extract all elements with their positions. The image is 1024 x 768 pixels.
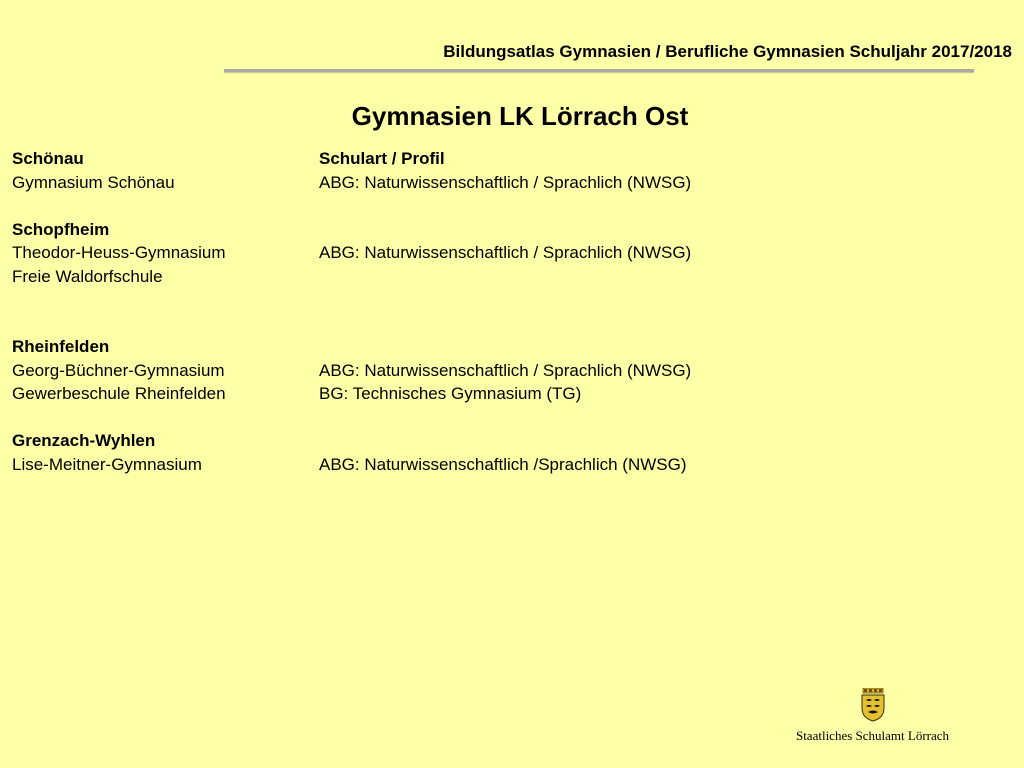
school-name: Freie Waldorfschule bbox=[12, 266, 163, 286]
list-item bbox=[12, 453, 1012, 477]
town-heading-schopfheim: Schopfheim bbox=[12, 219, 110, 239]
school-name: Theodor-Heuss-Gymnasium bbox=[12, 243, 226, 262]
page-title: Gymnasien LK Lörrach Ost bbox=[351, 101, 689, 131]
school-name: Georg-Büchner-Gymnasium bbox=[12, 360, 225, 380]
footer-text: Staatliches Schulamt Lörrach bbox=[795, 728, 950, 743]
town-heading-schoenau: Schönau bbox=[12, 149, 84, 168]
school-name: Gewerbeschule Rheinfelden bbox=[12, 384, 226, 403]
list-item bbox=[12, 241, 1012, 265]
section-header-row bbox=[12, 429, 1012, 453]
section-header-row bbox=[12, 147, 1012, 171]
footer bbox=[790, 688, 955, 744]
spacer bbox=[12, 288, 1012, 312]
school-profile: ABG: Naturwissenschaftlich / Sprachlich (NWSG) bbox=[319, 243, 692, 262]
list-item bbox=[12, 171, 1012, 195]
school-name: Gymnasium Schönau bbox=[12, 172, 175, 192]
header-divider bbox=[224, 69, 974, 72]
school-list bbox=[12, 147, 1012, 476]
town-heading-grenzach-wyhlen: Grenzach-Wyhlen bbox=[12, 431, 156, 450]
section-header-row bbox=[12, 218, 1012, 242]
spacer bbox=[12, 194, 1012, 218]
spacer bbox=[12, 406, 1012, 430]
school-name: Lise-Meitner-Gymnasium bbox=[12, 454, 202, 474]
school-profile bbox=[319, 265, 1012, 289]
baden-wuerttemberg-crest-icon bbox=[860, 688, 886, 722]
list-item bbox=[12, 359, 1012, 383]
column-header-profile: Schulart / Profil bbox=[319, 149, 445, 168]
town-heading-rheinfelden: Rheinfelden bbox=[12, 337, 110, 356]
spacer bbox=[12, 312, 1012, 336]
school-profile: ABG: Naturwissenschaftlich / Sprachlich (NWSG) bbox=[319, 172, 692, 192]
section-header-row bbox=[12, 335, 1012, 359]
header-title: Bildungsatlas Gymnasien / Berufliche Gymnasien Schuljahr 2017/2018 bbox=[443, 42, 1012, 61]
school-profile: ABG: Naturwissenschaftlich / Sprachlich (NWSG) bbox=[319, 360, 692, 380]
list-item bbox=[12, 265, 1012, 289]
list-item bbox=[12, 382, 1012, 406]
school-profile: BG: Technisches Gymnasium (TG) bbox=[319, 384, 582, 403]
school-profile: ABG: Naturwissenschaftlich /Sprachlich (NWSG) bbox=[319, 454, 687, 474]
